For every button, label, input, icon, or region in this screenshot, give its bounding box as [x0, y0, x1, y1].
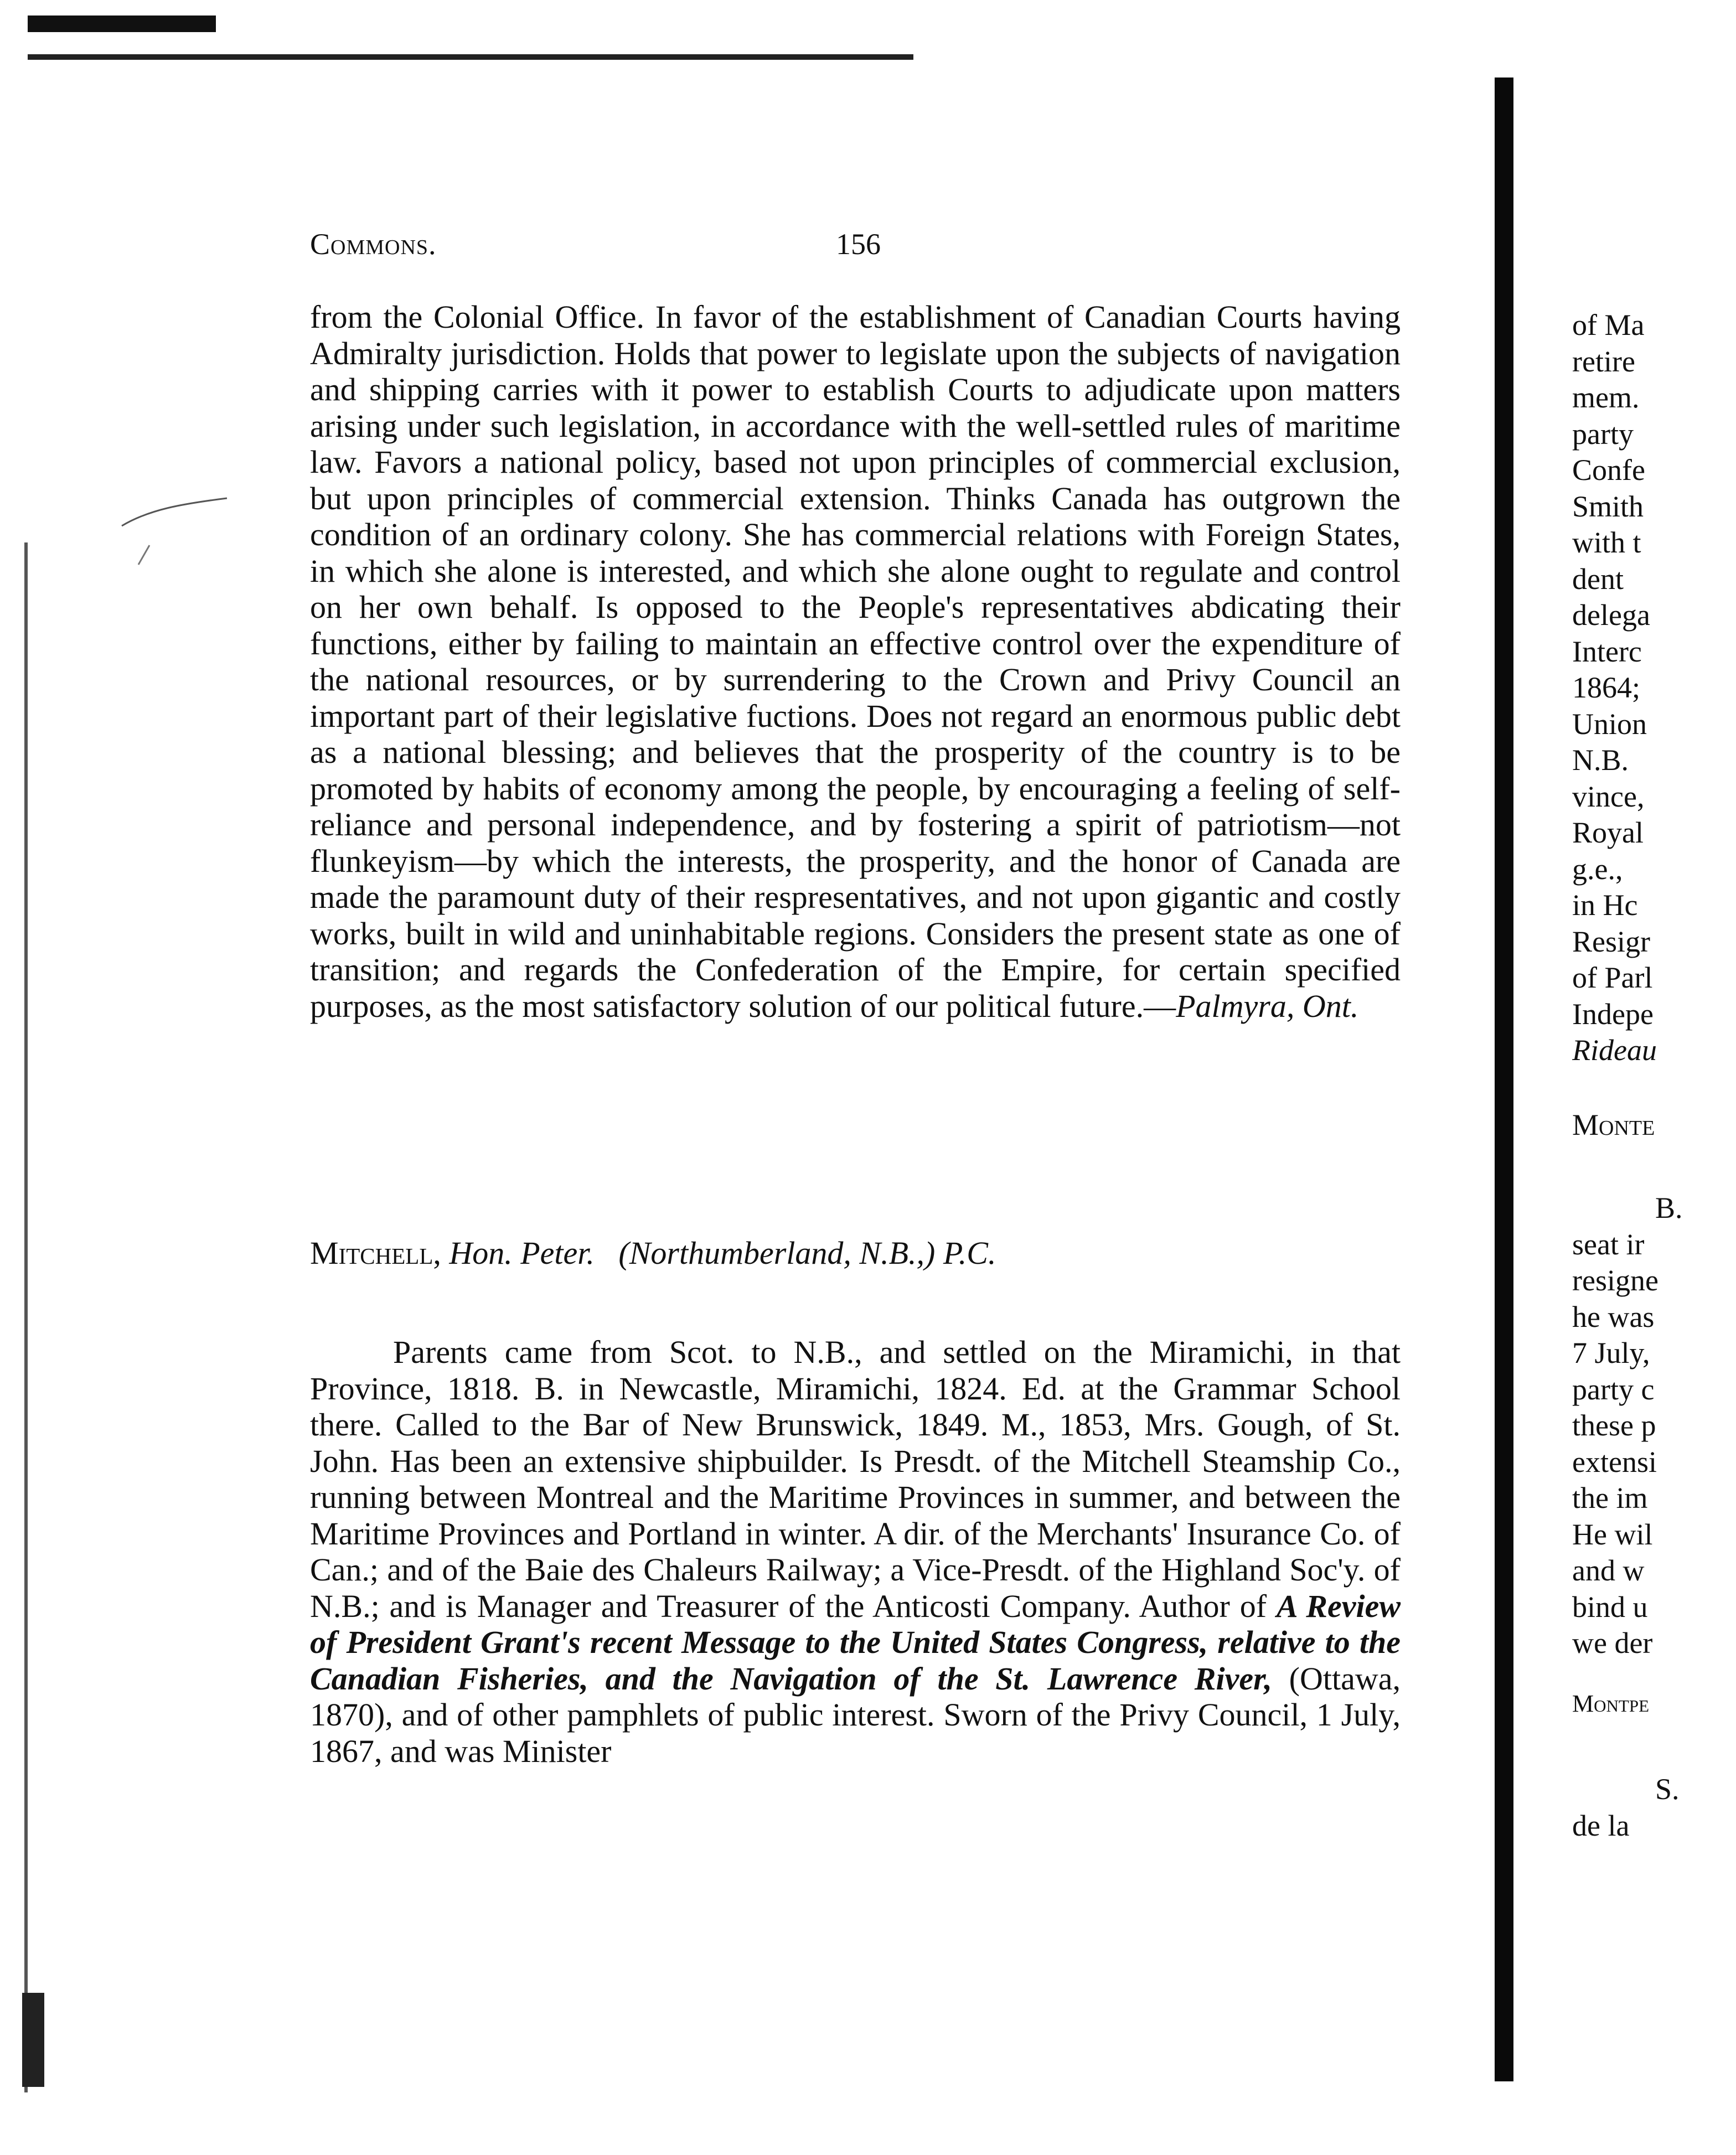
entry-heading: [310, 1234, 996, 1272]
fragment-line: bind u: [1572, 1590, 1648, 1624]
right-column-fragment-c: [1572, 1771, 1736, 1844]
fragment-line: Union: [1572, 707, 1647, 741]
right-column-heading-2: [1572, 1686, 1736, 1722]
fragment-line: B.: [1655, 1191, 1683, 1224]
fragment-line: we der: [1572, 1626, 1653, 1660]
entry-constituency: (Northumberland, N.B.,): [618, 1235, 936, 1271]
fragment-line: de la: [1572, 1808, 1630, 1842]
fragment-line: of Parl: [1572, 961, 1653, 994]
right-column-fragment-a: [1572, 307, 1736, 1069]
fragment-line: Indepe: [1572, 997, 1654, 1031]
running-title: Commons.: [310, 228, 437, 261]
entry-suffix: P.C.: [943, 1235, 996, 1271]
scan-edge-bar: [28, 15, 216, 32]
gutter-shadow: [1495, 77, 1513, 2081]
fragment-line: retire: [1572, 344, 1635, 378]
book-title: A Review of President Grant's recent Message to the United States Congress, relative to the Canadian Fisheries, and the Navigation of the St. Lawrence River,: [310, 1588, 1401, 1697]
left-binding-edge: [24, 542, 28, 2092]
fragment-line: and w: [1572, 1554, 1645, 1587]
place-signature: Palmyra, Ont.: [1176, 988, 1359, 1024]
paragraph-biography: Parents came from Scot. to N.B., and settled on the Miramichi, in that Province, 1818. B. in Newcastle, Miramichi, 1824. Ed. at the Grammar School there. Called to the Bar of New Brunswick, 1849. M., 1853, Mrs. Gough, of St. John. Has been an extensive shipbuilder. Is Presdt. of the Mitchell Steamship Co., running between Montreal and the Maritime Provinces in summer, and between the Maritime Provinces and Portland in winter. A dir. of the Merchants' Insurance Co. of Can.; and of the Baie des Chaleurs Railway; a Vice-Presdt. of the Highland Soc'y. of N.B.; and is Manager and Treasurer of the Anticosti Company. Author of A Review of President Grant's recent Message to the United States Congress, relative to the Canadian Fisheries, and the Navigation of the St. Lawrence River, (Ottawa, 1870), and of other pamphlets of public interest. Sworn of the Privy Council, 1 July, 1867, and was Minister: [310, 1334, 1401, 1769]
fragment-line: the im: [1572, 1481, 1648, 1515]
fragment-line: 7 July,: [1572, 1336, 1650, 1370]
fragment-line: Resigr: [1572, 924, 1650, 958]
fragment-line: he was: [1572, 1300, 1655, 1334]
fragment-line: 1864;: [1572, 671, 1641, 704]
fragment-line: dent: [1572, 562, 1624, 596]
fragment-line: of Ma: [1572, 308, 1645, 342]
main-column-part1: [310, 299, 1401, 1024]
fragment-heading: Montpe: [1572, 1690, 1650, 1717]
fragment-line: Rideau: [1572, 1033, 1657, 1067]
fragment-heading: Monte: [1572, 1108, 1655, 1141]
running-header: [310, 217, 891, 267]
fragment-line: extensi: [1572, 1445, 1657, 1479]
fragment-line: Interc: [1572, 634, 1642, 668]
fragment-line: vince,: [1572, 779, 1645, 813]
right-column-heading-1: [1572, 1107, 1736, 1144]
fragment-line: in Hc: [1572, 888, 1638, 922]
fragment-line: party: [1572, 417, 1634, 451]
fragment-line: g.e.,: [1572, 852, 1623, 886]
fragment-line: Confe: [1572, 453, 1645, 487]
left-binding-stub: [22, 1993, 44, 2087]
page-number: 156: [836, 228, 881, 261]
paragraph-continuation: from the Colonial Office. In favor of the establishment of Canadian Courts having Admiralty jurisdiction. Holds that power to legislate upon the subjects of navigation and shipping carries with it power to establish Courts to adjudicate upon matters arising under such legislation, in accordance with the well-settled rules of maritime law. Favors a national policy, based not upon principles of commercial exclusion, but upon principles of commercial extension. Thinks Canada has outgrown the condition of an ordinary colony. She has commercial relations with Foreign States, in which she alone is interested, and which she alone ought to regulate and control on her own behalf. Is opposed to the People's representatives abdicating their functions, either by failing to maintain an effective control over the expenditure of the national resources, or by surrendering to the Crown and Privy Council an important part of their legislative fuctions. Does not regard an enormous public debt as a national blessing; and believes that the prosperity of the country is to be promoted by habits of economy among the people, by encouraging a feeling of self-reliance and personal independence, and by fostering a spirit of patriotism—not flunkeyism—by which the interests, the prosperity, and the honor of Canada are made the paramount duty of their respresentatives, and not upon gigantic and costly works, built in wild and uninhabitable regions. Considers the present state as one of transition; and regards the Confederation of the Empire, for certain specified purposes, as the most satisfactory solution of our political future.—Palmyra, Ont.: [310, 299, 1401, 1024]
fragment-line: S.: [1655, 1772, 1680, 1806]
entry-surname: Mitchell,: [310, 1235, 441, 1271]
fragment-line: with t: [1572, 526, 1641, 559]
fragment-line: Royal: [1572, 816, 1644, 849]
main-column-part2: [310, 1334, 1401, 1769]
fragment-line: delega: [1572, 598, 1650, 632]
fragment-line: He wil: [1572, 1517, 1653, 1551]
fragment-line: Smith: [1572, 489, 1644, 523]
fragment-line: party c: [1572, 1372, 1655, 1406]
entry-honorific: Hon. Peter.: [449, 1235, 595, 1271]
fragment-line: mem.: [1572, 381, 1640, 414]
right-column-fragment-b: [1572, 1190, 1736, 1662]
fragment-line: N.B.: [1572, 743, 1629, 777]
fragment-line: seat ir: [1572, 1227, 1645, 1261]
fragment-line: these p: [1572, 1409, 1656, 1442]
top-rule: [28, 54, 913, 60]
fragment-line: resigne: [1572, 1264, 1658, 1297]
pencil-mark-icon: [116, 493, 238, 570]
